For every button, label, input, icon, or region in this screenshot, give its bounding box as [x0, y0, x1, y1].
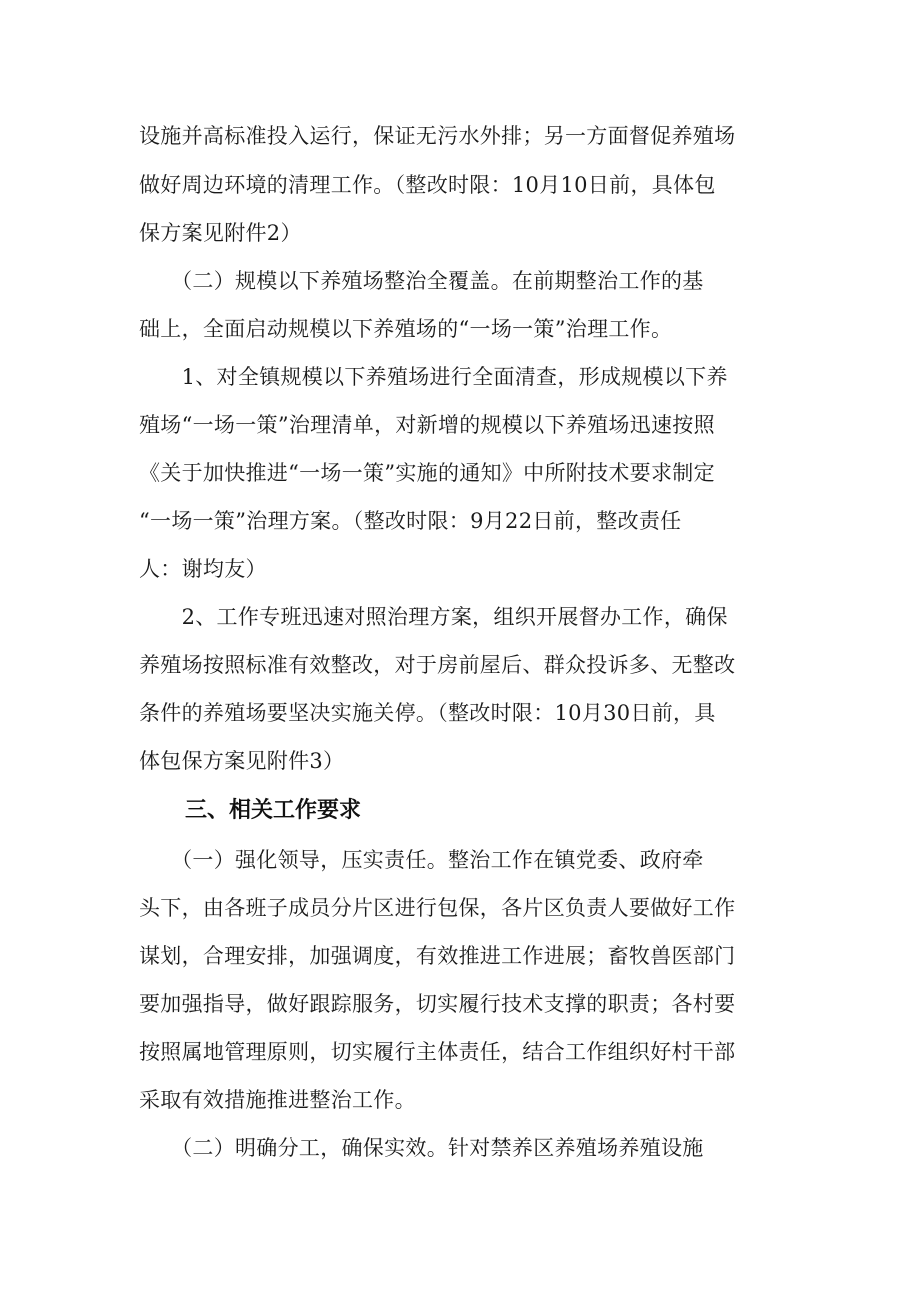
- text-line: 1、对全镇规模以下养殖场进行全面清查，形成规模以下养: [139, 365, 728, 389]
- text-line: 谋划，合理安排，加强调度，有效推进工作进展；畜牧兽医部门: [139, 944, 736, 968]
- text-line: 条件的养殖场要坚决实施关停。（整改时限：10月30日前，具: [139, 701, 716, 725]
- text-line: （二）明确分工，确保实效。针对禁养区养殖场养殖设施: [139, 1136, 704, 1160]
- text-line: （一）强化领导，压实责任。整治工作在镇党委、政府牵: [139, 848, 704, 872]
- text-line: 保方案见附件2）: [139, 221, 302, 245]
- text-line: “一场一策”治理方案。（整改时限：9月22日前，整改责任: [139, 509, 682, 533]
- text-line: 按照属地管理原则，切实履行主体责任，结合工作组织好村干部: [139, 1040, 736, 1064]
- text-line: 做好周边环境的清理工作。（整改时限：10月10日前，具体包: [139, 173, 716, 197]
- text-line: 头下，由各班子成员分片区进行包保，各片区负责人要做好工作: [139, 896, 736, 920]
- text-line: 要加强指导，做好跟踪服务，切实履行技术支撑的职责；各村要: [139, 992, 736, 1016]
- text-line: 养殖场按照标准有效整改，对于房前屋后、群众投诉多、无整改: [139, 653, 736, 677]
- text-line: 体包保方案见附件3）: [139, 749, 345, 773]
- text-line: 设施并高标准投入运行，保证无污水外排；另一方面督促养殖场: [139, 124, 736, 148]
- text-line: 《关于加快推进“一场一策”实施的通知》中所附技术要求制定: [139, 461, 715, 485]
- text-line: 殖场“一场一策”治理清单，对新增的规模以下养殖场迅速按照: [139, 413, 715, 437]
- text-line: 人：谢均友）: [139, 557, 267, 581]
- text-line: 础上，全面启动规模以下养殖场的“一场一策”治理工作。: [139, 317, 673, 341]
- text-line: 2、工作专班迅速对照治理方案，组织开展督办工作，确保: [139, 605, 728, 629]
- text-line: 采取有效措施推进整治工作。: [139, 1088, 416, 1112]
- text-line: （二）规模以下养殖场整治全覆盖。在前期整治工作的基: [139, 269, 704, 293]
- section-heading: 三、相关工作要求: [185, 798, 362, 823]
